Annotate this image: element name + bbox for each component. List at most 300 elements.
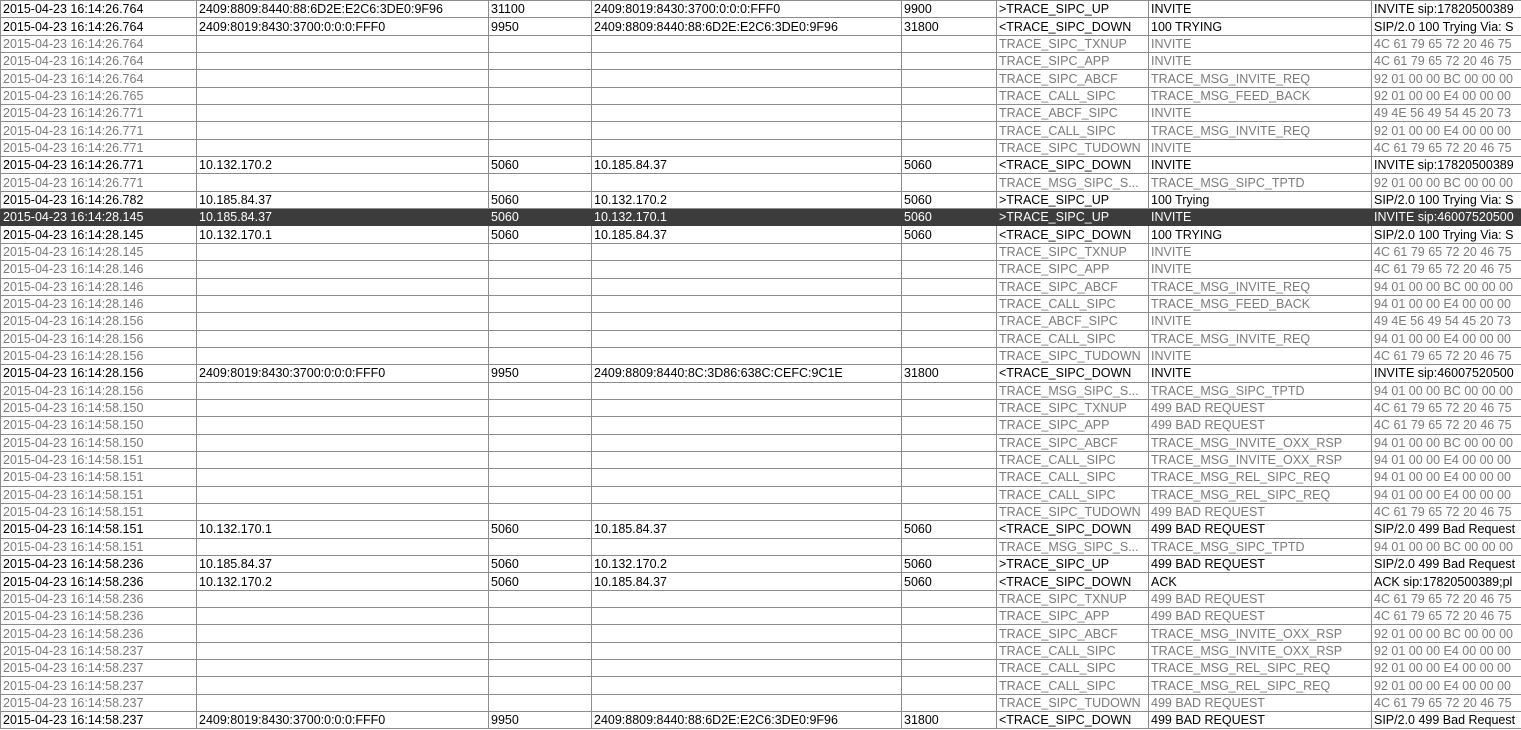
destination-port-cell: 31800 — [902, 18, 997, 35]
destination-ip-cell — [592, 399, 902, 416]
raw-data-cell: SIP/2.0 499 Bad Request — [1372, 712, 1521, 729]
source-ip-cell — [197, 278, 489, 295]
raw-data-cell: 92 01 00 00 E4 00 00 00 — [1372, 677, 1521, 694]
raw-data-cell: 4C 61 79 65 72 20 46 75 — [1372, 347, 1521, 364]
trace-type-cell: <TRACE_SIPC_DOWN — [997, 365, 1149, 382]
table-row[interactable] — [1, 330, 1521, 347]
raw-data-cell: ACK sip:17820500389;pl — [1372, 573, 1521, 590]
source-ip-cell — [197, 399, 489, 416]
raw-data-cell: 4C 61 79 65 72 20 46 75 — [1372, 503, 1521, 520]
source-port-cell — [489, 122, 592, 139]
source-ip-cell — [197, 538, 489, 555]
table-row[interactable] — [1, 139, 1521, 156]
message-cell: TRACE_MSG_INVITE_OXX_RSP — [1149, 625, 1372, 642]
trace-type-cell: TRACE_SIPC_ABCF — [997, 278, 1149, 295]
table-row[interactable] — [1, 70, 1521, 87]
message-cell: 499 BAD REQUEST — [1149, 694, 1372, 711]
source-port-cell — [489, 660, 592, 677]
destination-port-cell: 31800 — [902, 712, 997, 729]
raw-data-cell: 92 01 00 00 BC 00 00 00 — [1372, 625, 1521, 642]
trace-type-cell: <TRACE_SIPC_DOWN — [997, 521, 1149, 538]
message-cell: INVITE — [1149, 313, 1372, 330]
trace-type-cell: TRACE_SIPC_APP — [997, 261, 1149, 278]
table-row[interactable] — [1, 278, 1521, 295]
table-row[interactable] — [1, 451, 1521, 468]
raw-data-cell: 92 01 00 00 E4 00 00 00 — [1372, 87, 1521, 104]
trace-type-cell: <TRACE_SIPC_DOWN — [997, 226, 1149, 243]
message-cell: TRACE_MSG_FEED_BACK — [1149, 295, 1372, 312]
destination-ip-cell: 2409:8809:8440:88:6D2E:E2C6:3DE0:9F96 — [592, 18, 902, 35]
source-ip-cell — [197, 382, 489, 399]
table-row[interactable] — [1, 521, 1521, 538]
destination-port-cell — [902, 660, 997, 677]
table-row[interactable] — [1, 347, 1521, 364]
source-ip-cell — [197, 677, 489, 694]
message-cell: TRACE_MSG_REL_SIPC_REQ — [1149, 486, 1372, 503]
raw-data-cell: 4C 61 79 65 72 20 46 75 — [1372, 399, 1521, 416]
table-row[interactable] — [1, 18, 1521, 35]
trace-type-cell: <TRACE_SIPC_DOWN — [997, 573, 1149, 590]
time-cell: 2015-04-23 16:14:58.151 — [1, 521, 197, 538]
trace-type-cell: TRACE_CALL_SIPC — [997, 486, 1149, 503]
source-port-cell: 5060 — [489, 521, 592, 538]
time-cell: 2015-04-23 16:14:28.146 — [1, 295, 197, 312]
time-cell: 2015-04-23 16:14:26.771 — [1, 174, 197, 191]
destination-ip-cell — [592, 105, 902, 122]
trace-type-cell: TRACE_SIPC_ABCF — [997, 625, 1149, 642]
trace-type-cell: >TRACE_SIPC_UP — [997, 191, 1149, 208]
source-ip-cell — [197, 174, 489, 191]
time-cell: 2015-04-23 16:14:28.156 — [1, 382, 197, 399]
trace-type-cell: TRACE_MSG_SIPC_S... — [997, 174, 1149, 191]
table-row[interactable] — [1, 261, 1521, 278]
destination-ip-cell — [592, 174, 902, 191]
source-port-cell — [489, 261, 592, 278]
destination-ip-cell — [592, 122, 902, 139]
source-ip-cell — [197, 347, 489, 364]
raw-data-cell: 4C 61 79 65 72 20 46 75 — [1372, 417, 1521, 434]
destination-ip-cell — [592, 261, 902, 278]
raw-data-cell: SIP/2.0 100 Trying Via: S — [1372, 18, 1521, 35]
destination-port-cell — [902, 105, 997, 122]
destination-ip-cell: 10.132.170.1 — [592, 209, 902, 226]
destination-ip-cell — [592, 347, 902, 364]
time-cell: 2015-04-23 16:14:58.151 — [1, 538, 197, 555]
table-row[interactable] — [1, 87, 1521, 104]
source-ip-cell: 10.132.170.2 — [197, 157, 489, 174]
source-ip-cell — [197, 486, 489, 503]
message-cell: TRACE_MSG_SIPC_TPTD — [1149, 174, 1372, 191]
message-cell: INVITE — [1149, 261, 1372, 278]
trace-type-cell: TRACE_SIPC_TXNUP — [997, 590, 1149, 607]
source-ip-cell: 2409:8019:8430:3700:0:0:0:FFF0 — [197, 365, 489, 382]
source-ip-cell: 10.132.170.1 — [197, 226, 489, 243]
raw-data-cell: 94 01 00 00 BC 00 00 00 — [1372, 278, 1521, 295]
table-row[interactable] — [1, 243, 1521, 260]
message-cell: TRACE_MSG_INVITE_OXX_RSP — [1149, 434, 1372, 451]
source-port-cell — [489, 694, 592, 711]
message-cell: INVITE — [1149, 105, 1372, 122]
destination-ip-cell — [592, 139, 902, 156]
trace-type-cell: >TRACE_SIPC_UP — [997, 1, 1149, 18]
source-port-cell: 5060 — [489, 226, 592, 243]
table-row[interactable] — [1, 573, 1521, 590]
destination-port-cell — [902, 174, 997, 191]
source-ip-cell: 10.185.84.37 — [197, 191, 489, 208]
source-port-cell — [489, 608, 592, 625]
trace-type-cell: <TRACE_SIPC_DOWN — [997, 157, 1149, 174]
trace-type-cell: TRACE_CALL_SIPC — [997, 677, 1149, 694]
table-row[interactable] — [1, 590, 1521, 607]
source-port-cell — [489, 434, 592, 451]
destination-ip-cell: 10.132.170.2 — [592, 191, 902, 208]
destination-ip-cell: 10.185.84.37 — [592, 573, 902, 590]
time-cell: 2015-04-23 16:14:26.764 — [1, 1, 197, 18]
trace-type-cell: TRACE_CALL_SIPC — [997, 451, 1149, 468]
time-cell: 2015-04-23 16:14:26.765 — [1, 87, 197, 104]
table-row[interactable] — [1, 556, 1521, 573]
message-cell: INVITE — [1149, 243, 1372, 260]
time-cell: 2015-04-23 16:14:58.151 — [1, 503, 197, 520]
raw-data-cell: 94 01 00 00 E4 00 00 00 — [1372, 486, 1521, 503]
source-ip-cell — [197, 70, 489, 87]
destination-ip-cell — [592, 538, 902, 555]
destination-port-cell — [902, 382, 997, 399]
destination-ip-cell: 2409:8809:8440:8C:3D86:638C:CEFC:9C1E — [592, 365, 902, 382]
table-row[interactable] — [1, 313, 1521, 330]
message-cell: 499 BAD REQUEST — [1149, 712, 1372, 729]
source-ip-cell — [197, 451, 489, 468]
source-port-cell — [489, 278, 592, 295]
raw-data-cell: 94 01 00 00 E4 00 00 00 — [1372, 295, 1521, 312]
destination-port-cell: 5060 — [902, 209, 997, 226]
trace-table-body — [1, 1, 1521, 729]
trace-type-cell: TRACE_CALL_SIPC — [997, 660, 1149, 677]
message-cell: TRACE_MSG_INVITE_REQ — [1149, 278, 1372, 295]
trace-type-cell: >TRACE_SIPC_UP — [997, 209, 1149, 226]
time-cell: 2015-04-23 16:14:28.156 — [1, 313, 197, 330]
table-row[interactable] — [1, 122, 1521, 139]
destination-ip-cell — [592, 53, 902, 70]
raw-data-cell: SIP/2.0 100 Trying Via: S — [1372, 226, 1521, 243]
message-cell: 499 BAD REQUEST — [1149, 521, 1372, 538]
message-cell: TRACE_MSG_SIPC_TPTD — [1149, 538, 1372, 555]
time-cell: 2015-04-23 16:14:58.237 — [1, 712, 197, 729]
source-ip-cell — [197, 434, 489, 451]
raw-data-cell: SIP/2.0 499 Bad Request — [1372, 521, 1521, 538]
message-cell: 499 BAD REQUEST — [1149, 556, 1372, 573]
message-cell: TRACE_MSG_SIPC_TPTD — [1149, 382, 1372, 399]
source-port-cell — [489, 469, 592, 486]
time-cell: 2015-04-23 16:14:26.771 — [1, 157, 197, 174]
message-cell: 499 BAD REQUEST — [1149, 399, 1372, 416]
source-ip-cell — [197, 469, 489, 486]
time-cell: 2015-04-23 16:14:28.156 — [1, 365, 197, 382]
message-cell: ACK — [1149, 573, 1372, 590]
time-cell: 2015-04-23 16:14:28.145 — [1, 209, 197, 226]
trace-type-cell: TRACE_CALL_SIPC — [997, 295, 1149, 312]
time-cell: 2015-04-23 16:14:58.150 — [1, 434, 197, 451]
trace-type-cell: TRACE_SIPC_TXNUP — [997, 399, 1149, 416]
message-cell: 499 BAD REQUEST — [1149, 417, 1372, 434]
message-cell: INVITE — [1149, 1, 1372, 18]
table-row[interactable] — [1, 625, 1521, 642]
table-row[interactable] — [1, 469, 1521, 486]
raw-data-cell: 4C 61 79 65 72 20 46 75 — [1372, 261, 1521, 278]
source-ip-cell — [197, 694, 489, 711]
table-row[interactable] — [1, 399, 1521, 416]
time-cell: 2015-04-23 16:14:58.236 — [1, 625, 197, 642]
table-row[interactable] — [1, 660, 1521, 677]
destination-port-cell — [902, 677, 997, 694]
table-row[interactable] — [1, 712, 1521, 729]
table-row[interactable] — [1, 1, 1521, 18]
destination-port-cell — [902, 70, 997, 87]
source-ip-cell: 2409:8019:8430:3700:0:0:0:FFF0 — [197, 18, 489, 35]
destination-ip-cell — [592, 642, 902, 659]
raw-data-cell: SIP/2.0 499 Bad Request — [1372, 556, 1521, 573]
message-cell: TRACE_MSG_FEED_BACK — [1149, 87, 1372, 104]
raw-data-cell: 94 01 00 00 E4 00 00 00 — [1372, 330, 1521, 347]
table-row[interactable] — [1, 503, 1521, 520]
destination-port-cell — [902, 139, 997, 156]
table-row[interactable] — [1, 105, 1521, 122]
destination-port-cell — [902, 503, 997, 520]
destination-ip-cell — [592, 87, 902, 104]
trace-type-cell: TRACE_SIPC_TUDOWN — [997, 139, 1149, 156]
message-cell: INVITE — [1149, 157, 1372, 174]
destination-ip-cell — [592, 417, 902, 434]
trace-type-cell: TRACE_SIPC_TUDOWN — [997, 694, 1149, 711]
table-row[interactable] — [1, 157, 1521, 174]
raw-data-cell: 94 01 00 00 BC 00 00 00 — [1372, 382, 1521, 399]
trace-type-cell: TRACE_CALL_SIPC — [997, 87, 1149, 104]
table-row[interactable] — [1, 53, 1521, 70]
table-row[interactable] — [1, 191, 1521, 208]
time-cell: 2015-04-23 16:14:26.782 — [1, 191, 197, 208]
destination-ip-cell — [592, 313, 902, 330]
destination-ip-cell — [592, 70, 902, 87]
source-port-cell — [489, 417, 592, 434]
message-cell: 100 TRYING — [1149, 18, 1372, 35]
table-row[interactable] — [1, 434, 1521, 451]
trace-type-cell: TRACE_SIPC_ABCF — [997, 434, 1149, 451]
raw-data-cell: 4C 61 79 65 72 20 46 75 — [1372, 53, 1521, 70]
source-ip-cell — [197, 53, 489, 70]
destination-ip-cell — [592, 35, 902, 52]
source-ip-cell — [197, 660, 489, 677]
source-ip-cell — [197, 642, 489, 659]
source-ip-cell: 2409:8019:8430:3700:0:0:0:FFF0 — [197, 712, 489, 729]
time-cell: 2015-04-23 16:14:58.236 — [1, 573, 197, 590]
trace-type-cell: TRACE_SIPC_APP — [997, 608, 1149, 625]
table-row[interactable] — [1, 295, 1521, 312]
raw-data-cell: 4C 61 79 65 72 20 46 75 — [1372, 139, 1521, 156]
table-row[interactable] — [1, 417, 1521, 434]
raw-data-cell: 4C 61 79 65 72 20 46 75 — [1372, 243, 1521, 260]
source-ip-cell: 10.132.170.1 — [197, 521, 489, 538]
message-cell: INVITE — [1149, 365, 1372, 382]
source-ip-cell — [197, 295, 489, 312]
table-row[interactable] — [1, 382, 1521, 399]
raw-data-cell: 4C 61 79 65 72 20 46 75 — [1372, 694, 1521, 711]
destination-ip-cell: 10.185.84.37 — [592, 521, 902, 538]
raw-data-cell: 4C 61 79 65 72 20 46 75 — [1372, 590, 1521, 607]
source-ip-cell — [197, 261, 489, 278]
message-cell: INVITE — [1149, 35, 1372, 52]
table-row[interactable] — [1, 226, 1521, 243]
message-cell: TRACE_MSG_REL_SIPC_REQ — [1149, 469, 1372, 486]
table-row[interactable] — [1, 608, 1521, 625]
time-cell: 2015-04-23 16:14:26.771 — [1, 105, 197, 122]
trace-type-cell: TRACE_SIPC_TUDOWN — [997, 347, 1149, 364]
message-cell: TRACE_MSG_REL_SIPC_REQ — [1149, 660, 1372, 677]
trace-type-cell: TRACE_SIPC_APP — [997, 53, 1149, 70]
message-cell: TRACE_MSG_INVITE_REQ — [1149, 70, 1372, 87]
source-port-cell — [489, 243, 592, 260]
destination-port-cell — [902, 330, 997, 347]
destination-ip-cell — [592, 486, 902, 503]
destination-ip-cell: 10.132.170.2 — [592, 556, 902, 573]
source-port-cell: 5060 — [489, 556, 592, 573]
source-port-cell: 5060 — [489, 209, 592, 226]
time-cell: 2015-04-23 16:14:28.145 — [1, 226, 197, 243]
raw-data-cell: 49 4E 56 49 54 45 20 73 — [1372, 313, 1521, 330]
raw-data-cell: 94 01 00 00 BC 00 00 00 — [1372, 538, 1521, 555]
source-port-cell — [489, 313, 592, 330]
trace-type-cell: TRACE_CALL_SIPC — [997, 330, 1149, 347]
table-row[interactable] — [1, 365, 1521, 382]
source-port-cell — [489, 87, 592, 104]
destination-ip-cell — [592, 608, 902, 625]
destination-ip-cell — [592, 434, 902, 451]
source-ip-cell: 10.132.170.2 — [197, 573, 489, 590]
destination-port-cell — [902, 122, 997, 139]
source-ip-cell — [197, 122, 489, 139]
table-row[interactable] — [1, 35, 1521, 52]
message-cell: TRACE_MSG_INVITE_REQ — [1149, 330, 1372, 347]
time-cell: 2015-04-23 16:14:28.156 — [1, 347, 197, 364]
source-port-cell — [489, 382, 592, 399]
source-ip-cell — [197, 625, 489, 642]
destination-ip-cell — [592, 451, 902, 468]
table-row[interactable] — [1, 486, 1521, 503]
destination-port-cell: 5060 — [902, 157, 997, 174]
source-ip-cell — [197, 87, 489, 104]
time-cell: 2015-04-23 16:14:58.237 — [1, 694, 197, 711]
source-port-cell — [489, 35, 592, 52]
destination-ip-cell — [592, 295, 902, 312]
destination-port-cell — [902, 87, 997, 104]
raw-data-cell: 4C 61 79 65 72 20 46 75 — [1372, 608, 1521, 625]
time-cell: 2015-04-23 16:14:26.764 — [1, 70, 197, 87]
source-port-cell — [489, 538, 592, 555]
destination-ip-cell — [592, 625, 902, 642]
source-ip-cell — [197, 313, 489, 330]
destination-port-cell — [902, 451, 997, 468]
destination-port-cell — [902, 278, 997, 295]
raw-data-cell: SIP/2.0 100 Trying Via: S — [1372, 191, 1521, 208]
raw-data-cell: INVITE sip:17820500389 — [1372, 157, 1521, 174]
destination-ip-cell: 2409:8809:8440:88:6D2E:E2C6:3DE0:9F96 — [592, 712, 902, 729]
source-port-cell — [489, 590, 592, 607]
message-cell: 100 Trying — [1149, 191, 1372, 208]
destination-port-cell — [902, 417, 997, 434]
source-port-cell: 5060 — [489, 157, 592, 174]
source-ip-cell — [197, 590, 489, 607]
source-port-cell — [489, 174, 592, 191]
time-cell: 2015-04-23 16:14:58.151 — [1, 451, 197, 468]
destination-ip-cell — [592, 590, 902, 607]
destination-port-cell: 31800 — [902, 365, 997, 382]
table-row[interactable] — [1, 677, 1521, 694]
source-port-cell: 9950 — [489, 18, 592, 35]
destination-port-cell — [902, 608, 997, 625]
time-cell: 2015-04-23 16:14:26.764 — [1, 35, 197, 52]
message-cell: TRACE_MSG_INVITE_REQ — [1149, 122, 1372, 139]
source-ip-cell — [197, 417, 489, 434]
source-port-cell: 31100 — [489, 1, 592, 18]
table-row[interactable] — [1, 209, 1521, 226]
message-cell: 499 BAD REQUEST — [1149, 590, 1372, 607]
source-ip-cell: 2409:8809:8440:88:6D2E:E2C6:3DE0:9F96 — [197, 1, 489, 18]
source-ip-cell — [197, 503, 489, 520]
time-cell: 2015-04-23 16:14:28.145 — [1, 243, 197, 260]
source-ip-cell — [197, 139, 489, 156]
table-row[interactable] — [1, 538, 1521, 555]
raw-data-cell: 94 01 00 00 E4 00 00 00 — [1372, 469, 1521, 486]
raw-data-cell: 92 01 00 00 BC 00 00 00 — [1372, 70, 1521, 87]
destination-ip-cell — [592, 382, 902, 399]
destination-port-cell — [902, 694, 997, 711]
destination-port-cell — [902, 642, 997, 659]
trace-type-cell: TRACE_SIPC_ABCF — [997, 70, 1149, 87]
source-ip-cell — [197, 35, 489, 52]
destination-port-cell — [902, 347, 997, 364]
trace-type-cell: TRACE_CALL_SIPC — [997, 122, 1149, 139]
raw-data-cell: INVITE sip:17820500389 — [1372, 1, 1521, 18]
source-port-cell — [489, 399, 592, 416]
raw-data-cell: INVITE sip:46007520500 — [1372, 365, 1521, 382]
time-cell: 2015-04-23 16:14:58.237 — [1, 660, 197, 677]
raw-data-cell: INVITE sip:46007520500 — [1372, 209, 1521, 226]
raw-data-cell: 49 4E 56 49 54 45 20 73 — [1372, 105, 1521, 122]
destination-port-cell — [902, 35, 997, 52]
message-cell: TRACE_MSG_INVITE_OXX_RSP — [1149, 642, 1372, 659]
source-port-cell — [489, 53, 592, 70]
trace-type-cell: TRACE_CALL_SIPC — [997, 469, 1149, 486]
trace-type-cell: TRACE_MSG_SIPC_S... — [997, 382, 1149, 399]
destination-ip-cell — [592, 330, 902, 347]
source-port-cell — [489, 330, 592, 347]
source-port-cell — [489, 642, 592, 659]
time-cell: 2015-04-23 16:14:58.236 — [1, 608, 197, 625]
table-row[interactable] — [1, 174, 1521, 191]
destination-ip-cell: 2409:8019:8430:3700:0:0:0:FFF0 — [592, 1, 902, 18]
time-cell: 2015-04-23 16:14:58.237 — [1, 642, 197, 659]
raw-data-cell: 92 01 00 00 E4 00 00 00 — [1372, 660, 1521, 677]
source-port-cell — [489, 295, 592, 312]
source-port-cell — [489, 677, 592, 694]
destination-ip-cell — [592, 677, 902, 694]
table-row[interactable] — [1, 694, 1521, 711]
destination-port-cell — [902, 399, 997, 416]
trace-type-cell: <TRACE_SIPC_DOWN — [997, 18, 1149, 35]
destination-port-cell: 5060 — [902, 191, 997, 208]
table-row[interactable] — [1, 642, 1521, 659]
source-ip-cell — [197, 243, 489, 260]
destination-port-cell: 5060 — [902, 556, 997, 573]
